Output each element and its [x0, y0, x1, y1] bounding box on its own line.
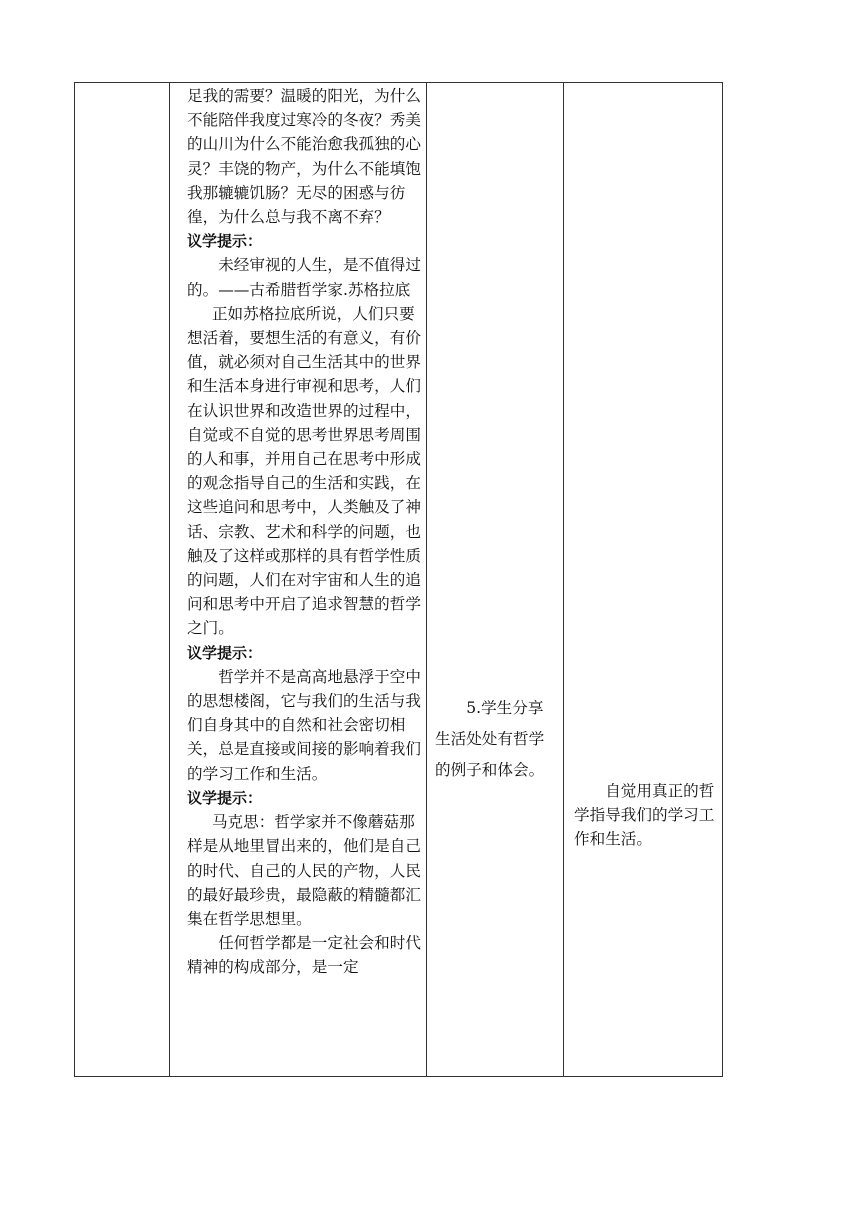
discussion-hint-heading: 议学提示： — [187, 788, 263, 807]
design-intent-text: 自觉用真正的哲学指导我们的学习工作和生活。 — [574, 782, 715, 848]
design-intent-cell — [566, 779, 720, 851]
discussion-hint-heading: 议学提示： — [187, 232, 263, 251]
content-paragraph: 未经审视的人生，是不值得过的。——古希腊哲学家.苏格拉底 — [187, 256, 421, 299]
lesson-table — [74, 82, 723, 1077]
content-paragraph: 马克思：哲学家并不像蘑菇那样是从地里冒出来的，他们是自己的时代、自己的人民的产物，人民的最好最珍贵，最隐蔽的精髓都汇集在哲学思想里。 — [187, 813, 421, 928]
content-paragraph: 哲学并不是高高地悬浮于空中的思想楼阁，它与我们的生活与我们自身其中的自然和社会密切相关，总是直接或间接的影响着我们的学习工作和生活。 — [187, 667, 421, 783]
content-paragraph: 任何哲学都是一定社会和时代精神的构成部分，是一定 — [187, 934, 421, 977]
discussion-hint-heading: 议学提示： — [187, 643, 263, 662]
content-cell — [185, 83, 427, 980]
column-divider — [563, 83, 564, 1076]
column-divider — [169, 83, 170, 1076]
content-paragraph: 正如苏格拉底所说，人们只要想活着，要想生活的有意义，有价值，就必须对自己生活其中的世界和生活本身进行审视和思考，人们在认识世界和改造世界的过程中，自觉或不自觉的思考世界思考周围的人和事，并用自己在思考中形成的观念指导自己的生活和实践，在这些追问和思考中，人类触及了神话、宗教、艺术和科学的问题，也触及了这样或那样的具有哲学性质的问题，人们在对宇宙和人生的追问和思考中开启了追求智慧的哲学之门。 — [187, 304, 421, 638]
student-activity-cell — [429, 693, 563, 786]
student-activity-text: 5.学生分享生活处处有哲学的例子和体会。 — [435, 699, 545, 779]
content-paragraph: 足我的需要？温暖的阳光，为什么不能陪伴我度过寒冷的冬夜？秀美的山川为什么不能治愈我孤独的心灵？丰饶的物产，为什么不能填饱我那辘辘饥肠？无尽的困惑与彷徨，为什么总与我不离不弃？ — [187, 87, 421, 227]
